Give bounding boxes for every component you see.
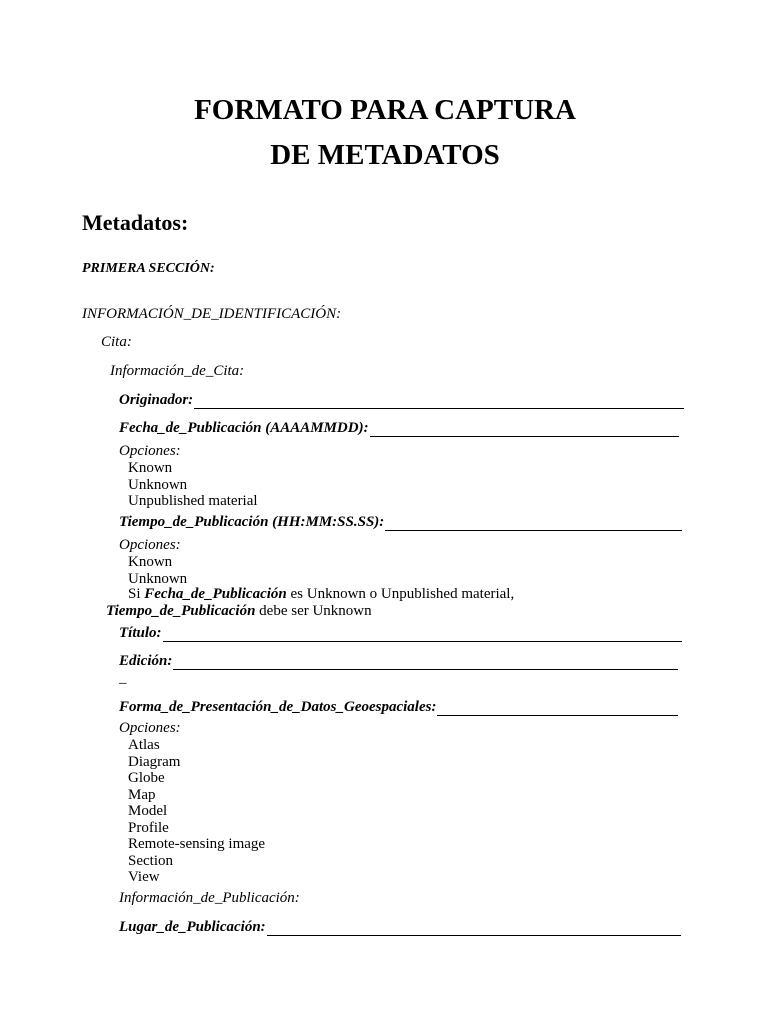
edicion-input-line[interactable]	[173, 655, 678, 670]
list-item: Atlas	[128, 737, 160, 753]
note-si: Si	[128, 586, 145, 602]
fecha-options-list	[128, 460, 258, 510]
section-label: PRIMERA SECCIÓN:	[82, 261, 215, 276]
list-item: View	[128, 869, 160, 885]
list-item: Map	[128, 786, 156, 803]
note-line1	[128, 586, 514, 603]
lugar-label: Lugar_de_Publicación:	[119, 919, 266, 935]
fecha-label: Fecha_de_Publicación (AAAAMMDD):	[119, 420, 369, 436]
section-heading: Metadatos:	[82, 210, 189, 235]
list-item: Section	[128, 852, 173, 869]
edicion-extra: _	[119, 670, 127, 686]
document-title-line2: DE METADATOS	[270, 139, 500, 171]
list-item: Model	[128, 803, 168, 819]
note-end: debe ser Unknown	[255, 603, 372, 619]
lugar-input-line[interactable]	[267, 921, 681, 936]
info-publicacion-heading: Información_de_Publicación:	[119, 890, 300, 906]
list-item: Remote-sensing image	[128, 836, 266, 852]
tiempo-input-line[interactable]	[385, 516, 682, 531]
list-item: Known	[128, 554, 173, 570]
forma-label: Forma_de_Presentación_de_Datos_Geoespaciales:	[119, 699, 437, 715]
list-item: Diagram	[128, 753, 181, 770]
forma-options-list	[128, 737, 265, 886]
note-line2	[106, 603, 372, 620]
list-item: Profile	[128, 819, 169, 836]
list-item: Globe	[128, 770, 165, 786]
fecha-options-label: Opciones:	[119, 443, 181, 459]
cita-heading: Cita:	[101, 334, 132, 350]
forma-field[interactable]	[119, 699, 678, 716]
titulo-input-line[interactable]	[163, 627, 682, 642]
tiempo-options-list	[128, 554, 187, 587]
forma-input-line[interactable]	[437, 701, 678, 716]
titulo-label: Título:	[119, 625, 162, 641]
list-item: Known	[128, 460, 173, 476]
note-fecha-ref: Fecha_de_Publicación	[144, 586, 287, 602]
tiempo-label: Tiempo_de_Publicación (HH:MM:SS.SS):	[119, 514, 385, 530]
edicion-label: Edición:	[119, 653, 173, 669]
lugar-field[interactable]	[119, 919, 681, 936]
tiempo-options-label: Opciones:	[119, 537, 181, 553]
info-cita-heading: Información_de_Cita:	[110, 363, 245, 379]
originador-field[interactable]	[119, 392, 684, 409]
originador-input-line[interactable]	[194, 394, 684, 409]
document-title-line1: FORMATO PARA CAPTURA	[194, 94, 576, 126]
fecha-input-line[interactable]	[370, 422, 679, 437]
originador-label: Originador:	[119, 392, 194, 408]
note-mid: es Unknown o Unpublished material,	[286, 586, 515, 602]
fecha-field[interactable]	[119, 420, 679, 437]
list-item: Unpublished material	[128, 493, 258, 509]
forma-options-label: Opciones:	[119, 720, 181, 736]
identification-heading: INFORMACIÓN_DE_IDENTIFICACIÓN:	[82, 306, 342, 322]
list-item: Unknown	[128, 570, 188, 587]
list-item: Unknown	[128, 476, 188, 493]
note-tiempo-ref: Tiempo_de_Publicación	[106, 603, 256, 619]
edicion-field[interactable]	[119, 653, 678, 670]
tiempo-field[interactable]	[119, 514, 682, 531]
titulo-field[interactable]	[119, 625, 682, 642]
